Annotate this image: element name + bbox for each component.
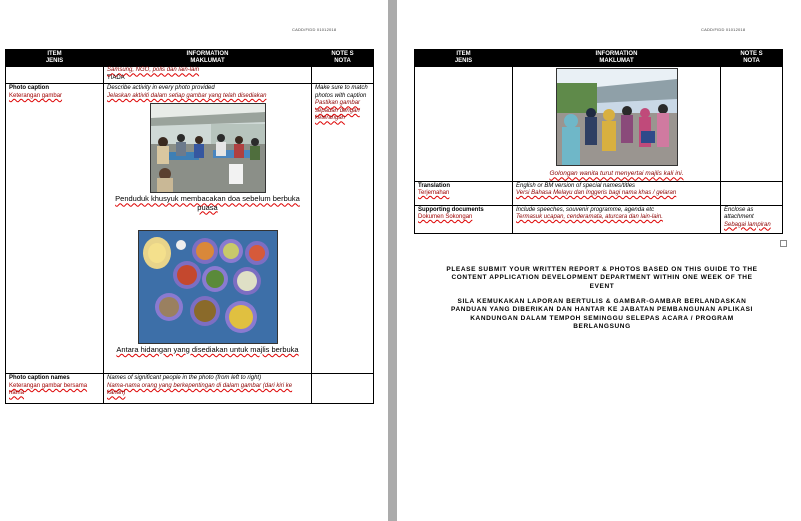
table-row — [6, 374, 374, 404]
submit-instruction-en: PLEASE SUBMIT YOUR WRITTEN REPORT & PHOTOS BASED ON THIS GUIDE TO THE CONTENT APPLICATION DEVELOPMENT DEPARTMENT WITHIN ONE WEEK OF THE EVENT — [446, 266, 758, 290]
table-row — [6, 84, 374, 374]
table-row — [415, 181, 783, 205]
table-resize-handle[interactable] — [780, 240, 787, 247]
table-row — [415, 67, 783, 181]
item-cell: Translation Terjemahan — [415, 181, 513, 205]
table-row — [415, 205, 783, 233]
info-cell: Samsung, NGO, polis dan lain-lain TIADA — [104, 67, 312, 84]
note-cell: Make sure to match photos with caption Pastikan gambar sepadan dengan keterangan — [312, 84, 374, 374]
header-item: ITEM JENIS — [6, 50, 104, 67]
item-cell: Photo caption Keterangan gambar — [6, 84, 104, 374]
guide-table-right — [414, 49, 783, 234]
info-cell: Names of significant people in the photo (from left to right) Nama-nama orang yang berkepentingan di dalam gambar (dari kiri ke kanan) — [104, 374, 312, 404]
header-notes: NOTE S NOTA — [312, 50, 374, 67]
table-header-row — [415, 50, 783, 67]
document-code: CADD/FIDD 01012018 — [292, 27, 337, 32]
header-item: ITEM JENIS — [415, 50, 513, 67]
guide-table-left — [5, 49, 374, 404]
item-cell: Photo caption names Keterangan gambar bersama nama — [6, 374, 104, 404]
photo-caption-3: Golongan wanita turut menyertai majlis kali ini. — [549, 170, 684, 178]
info-cell: Include speeches, souvenir programme, agenda etc Termasuk ucapan, cenderamata, aturcara dan lain-lain. — [513, 205, 721, 233]
info-cell: Describe activity in every photo provided Jelaskan aktiviti dalam setiap gambar yang telah disediakan Penduduk khusyuk membacakan doa sebelum berbuka puasa Antara hidangan yang disediakan untuk majlis berbuka — [104, 84, 312, 374]
info-cell — [513, 67, 721, 181]
photo-caption-2: Antara hidangan yang disediakan untuk majlis berbuka — [116, 344, 299, 354]
header-notes: NOTE S NOTA — [721, 50, 783, 67]
info-cell: English or BM version of special names/titles Versi Bahasa Melayu dan Inggeris bagi nama khas / gelaran — [513, 181, 721, 205]
header-information: INFORMATION MAKLUMAT — [513, 50, 721, 67]
table-header-row — [6, 50, 374, 67]
header-information: INFORMATION MAKLUMAT — [104, 50, 312, 67]
photo-women-attendees — [556, 68, 678, 166]
item-cell: Supporting documents Dokumen Sokongan — [415, 205, 513, 233]
document-code: CADD/FIDD 01012018 — [701, 27, 746, 32]
table-row — [6, 67, 374, 84]
photo-food-dishes — [138, 230, 278, 344]
photo-gathering — [150, 103, 266, 193]
submit-instruction-ms: SILA KEMUKAKAN LAPORAN BERTULIS & GAMBAR-GAMBAR BERLANDASKAN PANDUAN YANG DIBERIKAN DAN HANTAR KE JABATAN PEMBANGUNAN APLIKASI KANDUNGAN DALAM TEMPOH SEMINGGU SELEPAS ACARA / PROGRAM BERLANGSUNG — [451, 298, 753, 331]
photo-caption-1: Penduduk khusyuk membacakan doa sebelum berbuka puasa — [115, 194, 300, 212]
note-cell: Enclose as attachment Sebagai lampiran — [721, 205, 783, 233]
